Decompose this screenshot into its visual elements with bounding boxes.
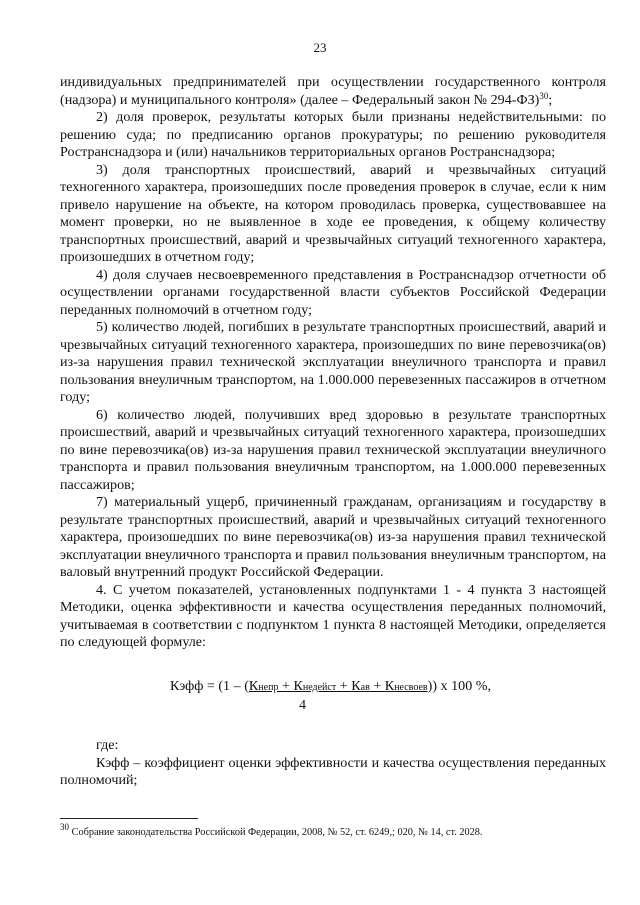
term-k: К: [351, 678, 361, 694]
formula-numerator: [170, 678, 492, 697]
paragraph-1: [60, 74, 606, 109]
paragraph-1-text: индивидуальных предпринимателей при осуществлении государственного контроля (надзора) и муниципального контроля» (далее – Федеральный закон № 294-ФЗ): [60, 74, 606, 108]
footnote: [60, 822, 620, 839]
where-definition: Кэфф – коэффициент оценки эффективности и качества осуществления переданных полномочий;: [60, 754, 606, 788]
efficiency-formula: [170, 678, 492, 714]
paragraph-7: 7) материальный ущерб, причиненный гражданам, организациям и государству в результате транспортных происшествий, аварий и чрезвычайных ситуаций техногенного характера, произошедших по вине перевозчика(ов) из-за нарушения правил технической эксплуатации внеуличного транспорта и правил пользования внеуличным транспортом, на валовый внутренний продукт Российской Федерации.: [60, 494, 606, 580]
term-k: К: [248, 678, 259, 694]
term-subscript: несвоев: [394, 682, 428, 693]
paragraph-8: 4. С учетом показателей, установленных подпунктами 1 - 4 пункта 3 настоящей Методики, оценка эффективности и качества осуществления переданных полномочий, учитываемая в соответствии с подпунктом 1 пункта 8 настоящей Методики, определяется по следующей формуле:: [60, 581, 606, 650]
paragraph-3: 3) доля транспортных происшествий, аварий и чрезвычайных ситуаций техногенного характера, произошедших после проведения проверок в случае, если к ним привело нарушение на объекте, на котором проводилась проверка, существовавшее на момент проверки, но не выявленное в ходе ее проведения, к общему количеству транспортных происшествий, аварий и чрезвычайных ситуаций техногенного характера, произошедших в отчетном году;: [60, 161, 606, 265]
footnote-mark: 30: [60, 822, 69, 832]
footnote-divider: [60, 818, 198, 819]
paragraph-2: 2) доля проверок, результаты которых были признаны недействительными: по решению суда; по предписанию органов прокуратуры; по решению руководителя Ространснадзора и (или) начальников территориальных органов Ространснадзора;: [60, 109, 606, 160]
formula-sum: [249, 678, 428, 694]
footnote-reference: 30: [539, 90, 549, 101]
paragraph-1-tail: ;: [548, 91, 553, 108]
term-subscript: ав: [360, 682, 370, 693]
paragraph-6: 6) количество людей, получивших вред здоровью в результате транспортных происшествий, аварий и чрезвычайных ситуаций техногенного характера, произошедших по вине перевозчика(ов) из-за нарушения правил технической эксплуатации внеуличного транспорта и правил пользования внеуличным транспортом, на 1.000.000 перевезенных пассажиров;: [60, 406, 606, 493]
where-block: [60, 737, 606, 790]
term-subscript: непр: [258, 682, 279, 693]
paragraph-4: 4) доля случаев несвоевременного представления в Ространснадзор отчетности об осуществлении органами государственной власти субъектов Российской Федерации переданных полномочий в отчетном году;: [60, 266, 606, 318]
term-operator: +: [278, 678, 294, 694]
term-operator: +: [369, 678, 385, 694]
page-number: 23: [313, 40, 327, 55]
paragraph-5: 5) количество людей, погибших в результате транспортных происшествий, аварий и чрезвычайных ситуаций техногенного характера, произошедших по вине перевозчика(ов) из-за нарушения правил технической эксплуатации внеуличного транспорта и правил пользования внеуличным транспортом, на 1.000.000 перевезенных пассажиров в отчетном году;: [60, 319, 606, 405]
footnote-text: Собрание законодательства Российской Федерации, 2008, № 52, ст. 6249,; 020, № 14, ст. 2028.: [69, 827, 483, 838]
term-k: К: [293, 678, 303, 694]
where-label: где:: [96, 737, 119, 753]
term-subscript: недейст: [302, 682, 337, 693]
term-operator: +: [336, 678, 352, 694]
body-text: [60, 74, 606, 652]
formula-rhs: )) х 100 %,: [427, 678, 492, 694]
formula-denominator: 4: [299, 696, 307, 713]
term-k: К: [384, 678, 395, 694]
formula-lhs: Кэфф = (1 – (: [170, 678, 249, 694]
